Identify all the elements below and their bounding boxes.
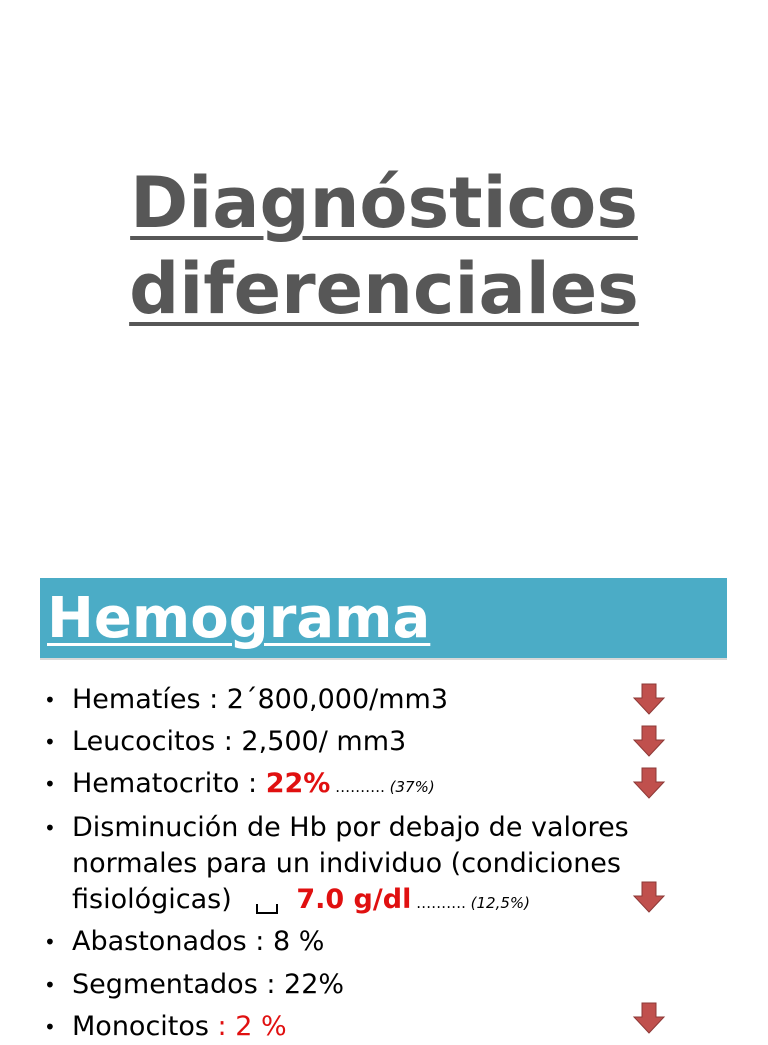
section-header: [40, 578, 727, 660]
item-dots: ……….: [330, 778, 390, 796]
item-dots: ……….: [411, 894, 471, 912]
item-reference: (37%): [389, 778, 435, 796]
down-arrow-icon: [632, 766, 666, 800]
item-value: : 2 %: [217, 1011, 287, 1042]
slide-title: [0, 160, 768, 332]
item-label: Segmentados : 22%: [72, 969, 345, 1000]
section-title: Hemograma: [47, 586, 431, 651]
item-label: Hematocrito :: [72, 768, 266, 799]
item-value: 22%: [265, 768, 331, 799]
down-arrow-icon: [632, 682, 666, 716]
item-label: Monocitos: [72, 1011, 218, 1042]
slide-title-line2: diferenciales: [129, 248, 639, 330]
item-line1: Disminución de Hb por debajo de valores: [72, 812, 629, 843]
item-reference: (12,5%): [470, 894, 531, 912]
item-line3: fisiológicas): [72, 884, 241, 915]
item-label: Hematíes : 2´800,000/mm3: [72, 684, 448, 715]
slide-title-line1: Diagnósticos: [130, 162, 638, 244]
item-label: Abastonados : 8 %: [72, 926, 325, 957]
down-arrow-icon: [632, 880, 666, 914]
item-label: Leucocitos : 2,500/ mm3: [72, 726, 407, 757]
item-value: 7.0 g/dl: [296, 884, 412, 915]
down-arrow-icon: [632, 1001, 666, 1035]
placeholder-icon: [256, 904, 278, 914]
down-arrow-icon: [632, 724, 666, 758]
item-line2: normales para un individuo (condiciones: [72, 848, 621, 879]
